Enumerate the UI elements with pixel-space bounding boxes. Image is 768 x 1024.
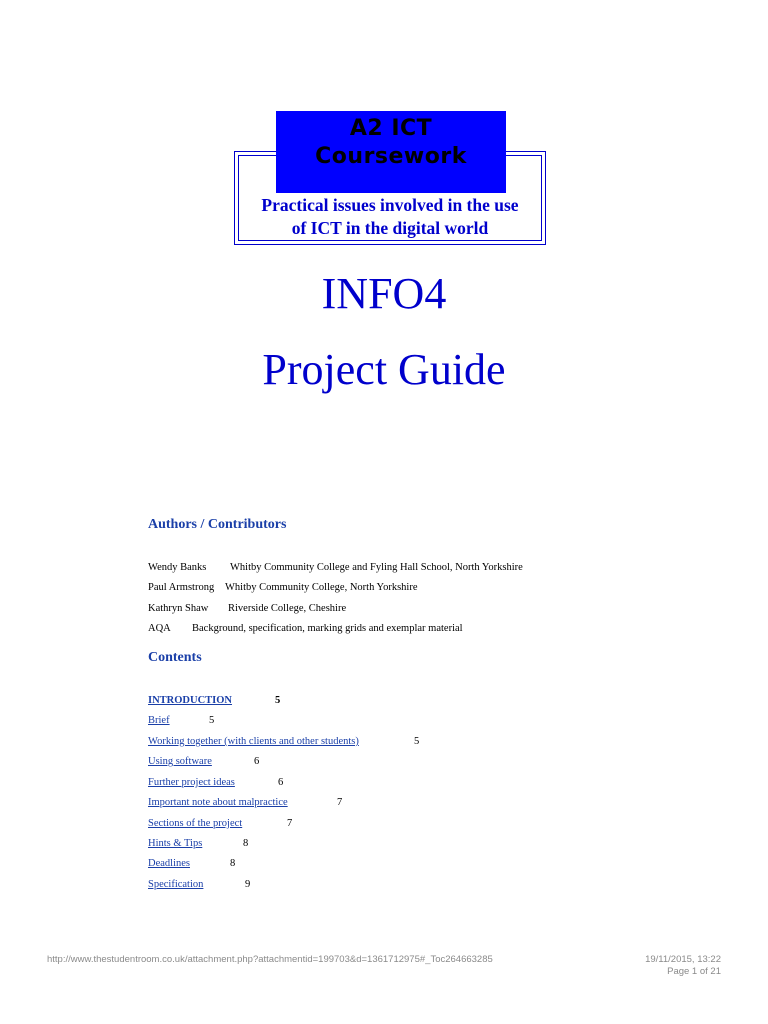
document-subtitle: Project Guide [262, 345, 506, 394]
authors-heading: Authors / Contributors [148, 517, 287, 532]
toc-page-number: 7 [287, 818, 293, 829]
toc-page-number: 7 [337, 797, 343, 808]
author-name: Kathryn Shaw [148, 603, 209, 614]
toc-page-number: 6 [278, 777, 284, 788]
author-affiliation: Riverside College, Cheshire [228, 603, 347, 614]
header-title-line2: Coursework [315, 144, 467, 169]
toc-link-working-together[interactable]: Working together (with clients and other students) [148, 736, 359, 747]
toc-link-deadlines[interactable]: Deadlines [148, 858, 190, 869]
toc-item [148, 817, 293, 831]
toc-item [148, 837, 249, 851]
footer-url: http://www.thestudentroom.co.uk/attachment.php?attachmentid=199703&d=1361712975#_Toc264663285 [47, 954, 493, 965]
contents-heading: Contents [148, 650, 202, 665]
toc-item [148, 857, 236, 871]
author-name: AQA [148, 623, 171, 634]
toc-page-number: 5 [414, 736, 420, 747]
toc-page-number: 5 [209, 715, 215, 726]
header-subtitle [236, 194, 544, 240]
toc-link-specification[interactable]: Specification [148, 879, 204, 890]
footer-page-info: Page 1 of 21 [667, 966, 721, 977]
header-title-line1: A2 ICT [349, 116, 433, 141]
toc-item [148, 878, 251, 892]
footer-datetime: 19/11/2015, 13:22 [645, 954, 721, 965]
document-title: INFO4 [321, 269, 447, 318]
toc-item [148, 796, 343, 810]
toc-link-brief[interactable]: Brief [148, 715, 170, 726]
toc-link-introduction[interactable]: INTRODUCTION [148, 695, 233, 706]
header-subtitle-line2: of ICT in the digital world [291, 218, 489, 238]
header-title-box [276, 111, 506, 193]
toc-item [148, 694, 281, 708]
author-row [148, 602, 346, 616]
toc-item [148, 714, 215, 728]
author-name: Wendy Banks [148, 562, 207, 573]
toc-item [148, 735, 420, 749]
toc-link-hints-tips[interactable]: Hints & Tips [148, 838, 203, 849]
header-subtitle-line1: Practical issues involved in the use [261, 195, 519, 215]
toc-page-number: 6 [254, 756, 260, 767]
author-affiliation: Background, specification, marking grids and exemplar material [192, 623, 463, 634]
author-row [148, 622, 463, 636]
author-name: Paul Armstrong [148, 582, 215, 593]
author-row [148, 561, 523, 575]
toc-link-using-software[interactable]: Using software [148, 756, 212, 767]
toc-item [148, 755, 260, 769]
author-affiliation: Whitby Community College, North Yorkshire [225, 582, 418, 593]
author-row [148, 581, 418, 595]
author-affiliation: Whitby Community College and Fyling Hall School, North Yorkshire [230, 562, 523, 573]
toc-link-further-project-ideas[interactable]: Further project ideas [148, 777, 235, 788]
toc-link-sections[interactable]: Sections of the project [148, 818, 243, 829]
toc-item [148, 776, 284, 790]
toc-page-number: 5 [275, 695, 281, 706]
toc-page-number: 9 [245, 879, 251, 890]
footer-meta [645, 954, 721, 978]
toc-link-malpractice[interactable]: Important note about malpractice [148, 797, 288, 808]
toc-page-number: 8 [243, 838, 249, 849]
toc-page-number: 8 [230, 858, 236, 869]
